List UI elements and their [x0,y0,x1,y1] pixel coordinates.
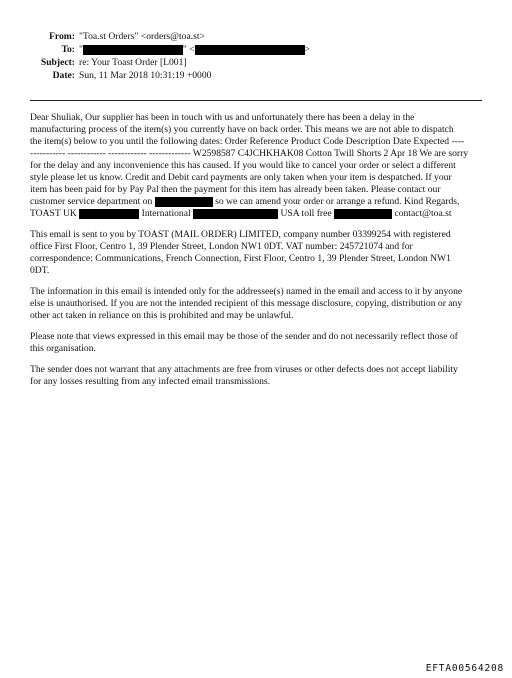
body-line: item has been paid for by Pay Pal then the payment for this item has already been taken. Please contact our [30,184,441,195]
body-line: else is unauthorised. If you are not the intended recipient of this message disclosure, copying, distribution or any [30,298,463,309]
date-value: Sun, 11 Mar 2018 10:31:19 +0000 [79,70,212,81]
to-row [0,43,512,56]
body-line: office First Floor, Centro 1, 39 Plender Street, London NW1 0DT. VAT number: 245721074 and for [30,241,413,252]
body-line: manufacturing process of the item(s) you currently have on back order. This means we are not able to dispatch [30,124,454,135]
body-line: correspondence: Communications, French Connection, First Floor, Centro 1, 39 Plender Street, London NW1 [30,253,451,264]
subject-row [0,56,512,69]
amend-order-text: so we can amend your order or arrange a refund. Kind Regards, [215,196,460,207]
email-body [30,112,482,397]
international-label: International [141,208,191,219]
header-divider [30,100,482,101]
to-label: To: [61,44,75,55]
contact-email: contact@toa.st [394,208,452,219]
usa-toll-free-label: USA toll free [280,208,332,219]
from-value: "Toa.st Orders" <orders@toa.st> [79,31,205,42]
paragraph-views-disclaimer [30,331,482,355]
paragraph-back-order-notice [30,112,482,220]
body-line: other act taken in reliance on this is prohibited and may be unlawful. [30,310,294,321]
subject-label: Subject: [40,57,75,68]
redaction-usa-number [334,209,392,219]
date-row [0,69,512,82]
body-line: style please let us know. Credit and Debit card payments are only taken when your item is despatched. If your [30,172,452,183]
body-line: 0DT. [30,265,50,276]
body-line: ----------- ------------ ------------ ------------- W2598587 C4JCHKHAK08 Cotton Twill Shorts 2 Apr 18 We are sorry [30,148,469,159]
body-line: This email is sent to you by TOAST (MAIL ORDER) LIMITED, company number 03399254 with registered [30,229,451,240]
date-label: Date: [52,70,75,81]
to-end: > [304,44,311,55]
to-quote-open: " [79,44,83,55]
from-row [0,30,512,43]
body-line: The sender does not warrant that any attachments are free from viruses or other defects does not accept liability [30,364,458,375]
to-value [79,43,310,56]
to-quote-close: " < [182,44,195,55]
toast-uk-label: TOAST UK [30,208,77,219]
paragraph-confidentiality [30,286,482,322]
body-line: Please note that views expressed in this email may be those of the sender and do not necessarily reflect those of [30,331,458,342]
redaction-to-email [195,45,305,55]
from-label: From: [49,31,75,42]
email-header [0,30,512,82]
body-line: for the delay and any inconvenience this has caused. If you would like to cancel your order or select a different [30,160,456,171]
body-line [30,196,482,208]
paragraph-virus-disclaimer [30,364,482,388]
body-line: The information in this email is intended only for the addressee(s) named in the email and access to it by anyone [30,286,463,297]
paragraph-company-info [30,229,482,277]
body-line: Dear Shuliak, Our supplier has been in touch with us and unfortunately there has been a delay in the [30,112,415,123]
body-line [30,208,482,220]
body-line: the item(s) below to you until the following dates: Order Reference Product Code Description Date Expected ---- [30,136,465,147]
redaction-international-number [193,209,278,219]
body-line: this organisation. [30,343,96,354]
document-id: EFTA00564208 [425,663,504,674]
redaction-phone-uk [155,197,213,207]
redaction-to-name [83,45,183,55]
subject-value: re: Your Toast Order [L001] [79,57,187,68]
customer-service-text: customer service department on [30,196,153,207]
redaction-uk-number [79,209,139,219]
body-line: for any losses resulting from any infected email transmissions. [30,376,271,387]
